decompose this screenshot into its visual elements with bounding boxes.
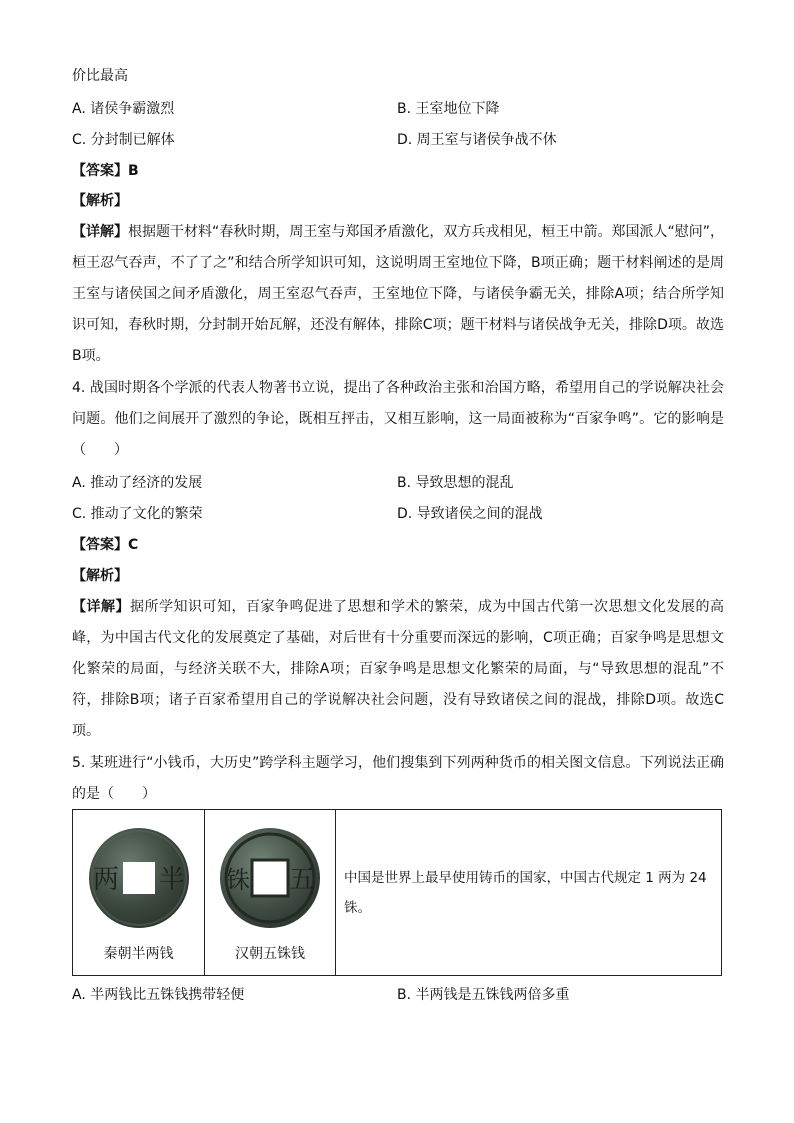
coin-info-table (72, 809, 722, 976)
q4-option-b[interactable]: B. 导致思想的混乱 (397, 475, 514, 491)
q4-detail (72, 592, 724, 747)
q4-option-a[interactable]: A. 推动了经济的发展 (72, 475, 203, 491)
coin-description: 中国是世界上最早使用铸币的国家，中国古代规定 1 两为 24 铢。 (336, 810, 722, 976)
q3-option-d[interactable]: D. 周王室与诸侯争战不休 (397, 132, 557, 148)
q4-option-c[interactable]: C. 推动了文化的繁荣 (72, 506, 203, 522)
q3-analysis-label: 【解析】 (72, 193, 128, 209)
coin1-char-left: 两 (92, 865, 119, 895)
q3-option-c[interactable]: C. 分封制已解体 (72, 132, 175, 148)
q3-stem-end: 价比最高 (72, 68, 128, 84)
q3-option-a[interactable]: A. 诸侯争霸激烈 (72, 101, 175, 117)
q3-option-b[interactable]: B. 王室地位下降 (397, 101, 500, 117)
q3-answer: 【答案】B (72, 163, 139, 179)
coin1-char-right: 半 (158, 865, 185, 895)
coin-cell-ban-liang (73, 810, 205, 976)
q4-answer: 【答案】C (72, 537, 139, 553)
q5-stem: 5. 某班进行“小钱币，大历史”跨学科主题学习，他们搜集到下列两种货币的相关图文信息。下列说法正确的是（ ） (72, 755, 724, 802)
q4-option-d[interactable]: D. 导致诸侯之间的混战 (397, 506, 543, 522)
coin2-char-left: 铢 (226, 866, 250, 894)
q4-detail-label: 【详解】 (72, 599, 130, 615)
q4-stem: 4. 战国时期各个学派的代表人物著书立说，提出了各种政治主张和治国方略，希望用自己的学说解决社会问题。他们之间展开了激烈的争论，既相互抨击，又相互影响，这一局面被称为“百家争鸣”。它的影响是（ ） (72, 380, 724, 458)
wu-zhu-coin-image (216, 824, 324, 932)
q4-detail-text: 据所学知识可知，百家争鸣促进了思想和学术的繁荣，成为中国古代第一次思想文化发展的高峰，为中国古代文化的发展奠定了基础，对后世有十分重要而深远的影响，C项正确；百家争鸣是思想文化繁荣的局面，与经济关联不大，排除A项；百家争鸣是思想文化繁荣的局面，与“导致思想的混乱”不符，排除B项；诸子百家希望用自己的学说解决社会问题，没有导致诸侯之间的混战，排除D项。故选C项。 (72, 599, 724, 739)
q4-analysis-label: 【解析】 (72, 568, 128, 584)
q5-option-b[interactable]: B. 半两钱是五铢钱两倍多重 (397, 987, 570, 1003)
coin-cell-wu-zhu (205, 810, 336, 976)
coin1-caption: 秦朝半两钱 (103, 946, 174, 962)
ban-liang-coin-image (85, 824, 193, 932)
q3-detail-text: 根据题干材料“春秋时期，周王室与郑国矛盾激化，双方兵戎相见，桓王中箭。郑国派人“慰问”，桓王忍气吞声，不了了之”和结合所学知识可知，这说明周王室地位下降，B项正确；题干材料阐述的是周王室与诸侯国之间矛盾激化，周王室忍气吞声，王室地位下降，与诸侯争霸无关，排除A项；结合所学知识可知，春秋时期，分封制开始瓦解，还没有解体，排除C项；题干材料与诸侯战争无关，排除D项。故选B项。 (72, 224, 725, 364)
q3-detail-label: 【详解】 (72, 224, 129, 240)
coin2-char-right: 五 (288, 865, 316, 895)
q3-detail (72, 217, 724, 372)
coin2-caption: 汉朝五铢钱 (235, 946, 305, 962)
q5-option-a[interactable]: A. 半两钱比五铢钱携带轻便 (72, 987, 245, 1003)
